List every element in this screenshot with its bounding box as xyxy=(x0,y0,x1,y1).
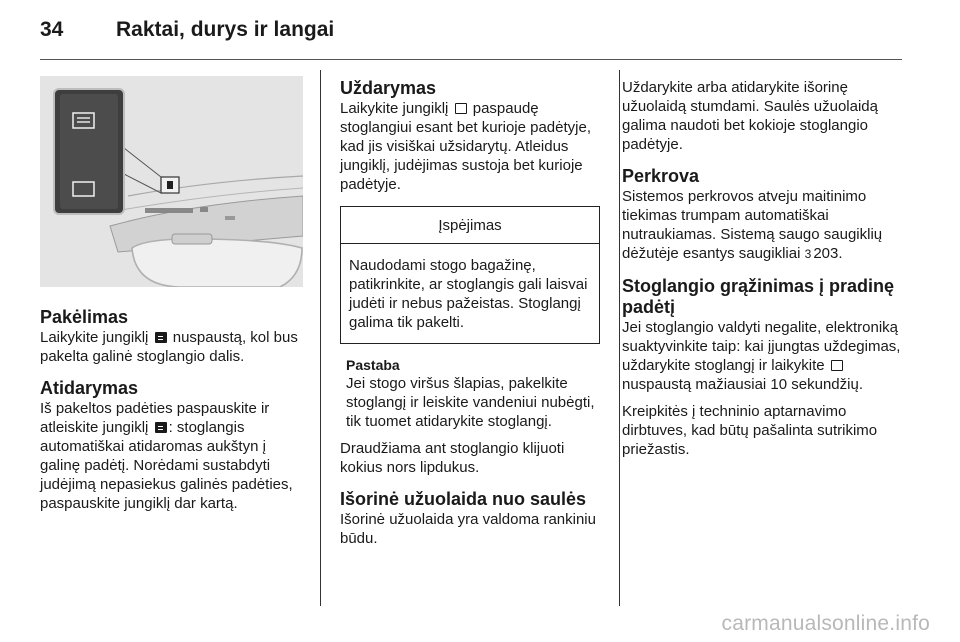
text-atidarymas-b: : stoglangis automatiškai atidaromas aukštyn į galinę padėtį. Norėdami sustabdyti judėjimą nepasiekus galinės padėties, paspauskite jungiklį dar kartą. xyxy=(40,419,293,512)
reference-arrow-icon: 3 xyxy=(804,247,812,261)
page-number: 34 xyxy=(40,18,64,41)
column-2 xyxy=(340,78,605,548)
text-grazinimas-c: Kreipkitės į techninio aptarnavimo dirbtuves, kad būtų pašalinta sutrikimo priežastis. xyxy=(622,403,878,458)
heading-perkrova: Perkrova xyxy=(622,166,700,186)
text-uzdarymas xyxy=(340,99,605,194)
text-grazinimas-b: nuspaustą mažiausiai 10 sekundžių. xyxy=(622,376,863,393)
text-uzdarymas-b: paspaudę stoglangiui esant bet kurioje padėtyje, kad jis visiškai užsidarytų. Atleidus jungiklį, judėjimas sustoja bet kurioje padėtyje. xyxy=(340,100,592,193)
sunroof-switch-illustration xyxy=(40,76,303,287)
page-title: Raktai, durys ir langai xyxy=(116,18,335,41)
text-uzuolaida-cont: Uždarykite arba atidarykite išorinę užuolaidą stumdami. Saulės užuolaidą galima naudoti bet kokioje stoglangio padėtyje. xyxy=(622,79,878,153)
text-grazinimas xyxy=(622,318,907,394)
text-pakelimas-a: Laikykite jungiklį xyxy=(40,329,149,346)
text-perkrova xyxy=(622,187,907,264)
page-reference-link[interactable]: 203. xyxy=(813,245,843,262)
tilt-switch-icon xyxy=(155,422,167,433)
text-atidarymas-a: Iš pakeltos padėties paspauskite ir atleiskite jungiklį xyxy=(40,400,270,436)
column-3 xyxy=(622,78,907,459)
text-uzuolaida: Išorinė užuolaida yra valdoma rankiniu būdu. xyxy=(340,511,596,547)
section-grazinimas xyxy=(622,276,907,459)
text-perkrova-main: Sistemos perkrovos atveju maitinimo tiekimas trumpam automatiškai nutraukiamas. Sistemą saugo saugiklių dėžutėje esantys saugikliai xyxy=(622,188,883,262)
note-body: Jei stogo viršus šlapias, pakelkite stoglangį ir leiskite vandeniui nubėgti, tik tuomet atidarykite stoglangį. xyxy=(346,375,595,430)
section-uzuolaida xyxy=(340,489,605,548)
warning-box xyxy=(340,206,600,344)
note-title: Pastaba xyxy=(346,357,400,373)
header-bar xyxy=(40,18,334,48)
close-switch-icon xyxy=(831,360,843,371)
text-uzdarymas-a: Laikykite jungiklį xyxy=(340,100,449,117)
column-1 xyxy=(40,76,305,513)
sunroof-switch-drawing xyxy=(40,76,303,287)
section-uzdarymas xyxy=(340,78,605,194)
heading-grazinimas: Stoglangio grąžinimas į pradinę padėtį xyxy=(622,276,895,317)
column-divider-2 xyxy=(619,70,620,606)
text-atidarymas xyxy=(40,399,305,513)
text-pakelimas-b: nuspaustą, kol bus pakelta galinė stoglangio dalis. xyxy=(40,329,298,365)
text-pakelimas xyxy=(40,328,305,366)
warning-title: Įspėjimas xyxy=(341,207,599,244)
section-perkrova xyxy=(622,166,907,264)
header-rule xyxy=(40,59,902,60)
heading-uzuolaida: Išorinė užuolaida nuo saulės xyxy=(340,489,587,509)
tilt-switch-icon xyxy=(155,332,167,343)
text-lipdukai: Draudžiama ant stoglangio klijuoti kokius nors lipdukus. xyxy=(340,440,565,476)
close-switch-icon xyxy=(455,103,467,114)
column-divider-1 xyxy=(320,70,321,606)
watermark: carmanualsonline.info xyxy=(721,612,930,635)
heading-pakelimas: Pakėlimas xyxy=(40,307,129,327)
heading-uzdarymas: Uždarymas xyxy=(340,78,437,98)
warning-body: Naudodami stogo bagažinę, patikrinkite, ar stoglangis gali laisvai judėti ir nebus pažeistas. Stoglangį galima tik pakelti. xyxy=(349,257,588,331)
text-grazinimas-a: Jei stoglangio valdyti negalite, elektroniką suaktyvinkite taip: kai įjungtas uždegimas, uždarykite stoglangį ir laikykite xyxy=(622,319,901,374)
section-atidarymas xyxy=(40,378,305,513)
section-pakelimas xyxy=(40,307,305,366)
note-block xyxy=(340,356,605,431)
heading-atidarymas: Atidarymas xyxy=(40,378,139,398)
